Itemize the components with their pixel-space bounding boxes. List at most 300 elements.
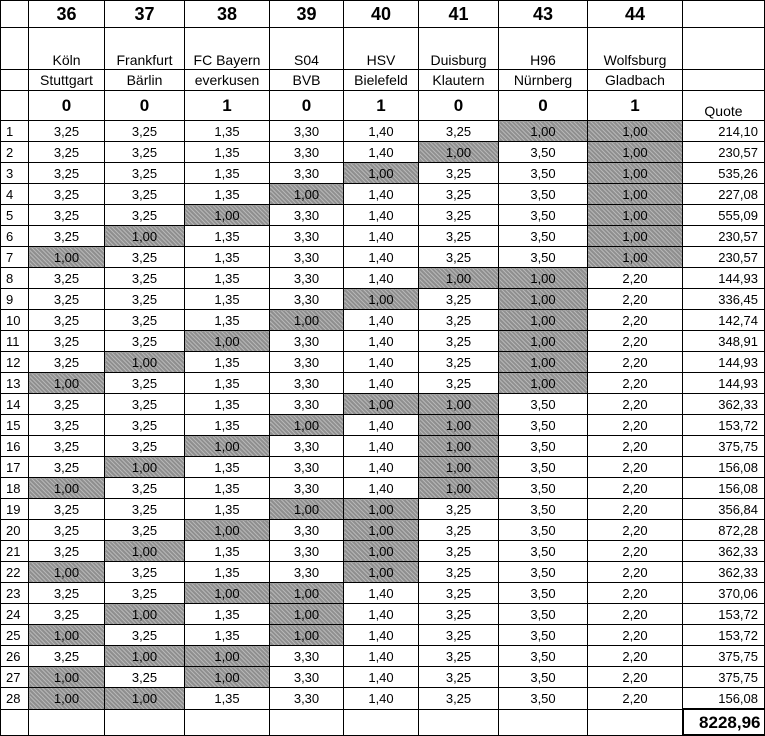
odds-cell[interactable]: 1,40 — [344, 121, 419, 142]
odds-cell[interactable]: 2,20 — [588, 604, 683, 625]
quote-cell[interactable]: 153,72 — [683, 625, 765, 646]
odds-cell[interactable]: 2,20 — [588, 415, 683, 436]
odds-cell[interactable]: 1,35 — [185, 415, 270, 436]
odds-cell[interactable]: 3,50 — [499, 394, 588, 415]
odds-cell[interactable]: 3,50 — [499, 163, 588, 184]
odds-cell[interactable]: 3,25 — [105, 205, 185, 226]
odds-cell[interactable]: 3,30 — [270, 667, 344, 688]
game-number-cell[interactable]: 38 — [185, 1, 270, 28]
away-team-cell[interactable]: Bielefeld — [344, 70, 419, 91]
odds-cell[interactable]: 3,25 — [105, 247, 185, 268]
odds-cell[interactable]: 3,25 — [419, 163, 499, 184]
odds-cell[interactable]: 3,25 — [105, 163, 185, 184]
odds-cell[interactable]: 3,25 — [105, 289, 185, 310]
odds-cell[interactable]: 2,20 — [588, 625, 683, 646]
odds-cell[interactable]: 3,50 — [499, 646, 588, 667]
odds-cell[interactable]: 1,40 — [344, 415, 419, 436]
odds-cell[interactable]: 3,25 — [29, 415, 105, 436]
odds-cell[interactable]: 1,00 — [499, 289, 588, 310]
odds-cell[interactable]: 1,00 — [105, 352, 185, 373]
row-index[interactable]: 8 — [1, 268, 29, 289]
odds-cell[interactable]: 1,00 — [185, 205, 270, 226]
odds-cell[interactable]: 1,40 — [344, 331, 419, 352]
row-index[interactable]: 27 — [1, 667, 29, 688]
row-index[interactable]: 15 — [1, 415, 29, 436]
row-index[interactable]: 9 — [1, 289, 29, 310]
odds-cell[interactable]: 1,00 — [185, 436, 270, 457]
odds-cell[interactable]: 1,00 — [270, 625, 344, 646]
odds-cell[interactable]: 2,20 — [588, 394, 683, 415]
home-team-cell[interactable]: Frankfurt — [105, 28, 185, 70]
odds-cell[interactable]: 3,50 — [499, 583, 588, 604]
odds-cell[interactable]: 2,20 — [588, 667, 683, 688]
odds-cell[interactable]: 3,25 — [29, 541, 105, 562]
odds-cell[interactable]: 2,20 — [588, 268, 683, 289]
odds-cell[interactable]: 1,00 — [185, 520, 270, 541]
odds-cell[interactable]: 3,30 — [270, 289, 344, 310]
total-blank-cell[interactable] — [105, 709, 185, 735]
row-index[interactable]: 13 — [1, 373, 29, 394]
odds-cell[interactable]: 1,35 — [185, 541, 270, 562]
odds-cell[interactable]: 1,00 — [270, 310, 344, 331]
odds-cell[interactable]: 3,50 — [499, 499, 588, 520]
odds-cell[interactable]: 1,00 — [29, 688, 105, 710]
odds-cell[interactable]: 1,35 — [185, 457, 270, 478]
odds-cell[interactable]: 1,40 — [344, 583, 419, 604]
odds-cell[interactable]: 3,30 — [270, 562, 344, 583]
odds-cell[interactable]: 1,40 — [344, 667, 419, 688]
row-index[interactable]: 6 — [1, 226, 29, 247]
odds-cell[interactable]: 1,00 — [588, 142, 683, 163]
odds-cell[interactable]: 1,00 — [29, 562, 105, 583]
quote-cell[interactable]: 142,74 — [683, 310, 765, 331]
odds-cell[interactable]: 3,50 — [499, 541, 588, 562]
odds-cell[interactable]: 1,40 — [344, 625, 419, 646]
odds-cell[interactable]: 1,00 — [270, 415, 344, 436]
quote-cell[interactable]: 156,08 — [683, 478, 765, 499]
game-number-cell[interactable]: 36 — [29, 1, 105, 28]
odds-cell[interactable]: 3,50 — [499, 184, 588, 205]
game-number-cell[interactable]: 37 — [105, 1, 185, 28]
odds-cell[interactable]: 1,00 — [499, 268, 588, 289]
quote-cell[interactable]: 230,57 — [683, 142, 765, 163]
quote-header-blank[interactable] — [683, 28, 765, 70]
odds-cell[interactable]: 1,00 — [29, 247, 105, 268]
quote-cell[interactable]: 227,08 — [683, 184, 765, 205]
quote-cell[interactable]: 230,57 — [683, 226, 765, 247]
odds-cell[interactable]: 1,00 — [105, 226, 185, 247]
result-cell[interactable]: 1 — [588, 91, 683, 121]
total-blank-cell[interactable] — [185, 709, 270, 735]
odds-cell[interactable]: 2,20 — [588, 646, 683, 667]
odds-cell[interactable]: 3,30 — [270, 205, 344, 226]
odds-cell[interactable]: 1,40 — [344, 604, 419, 625]
odds-cell[interactable]: 3,25 — [29, 268, 105, 289]
odds-cell[interactable]: 3,25 — [105, 142, 185, 163]
odds-cell[interactable]: 3,25 — [419, 604, 499, 625]
odds-cell[interactable]: 2,20 — [588, 520, 683, 541]
home-team-cell[interactable]: HSV — [344, 28, 419, 70]
row-index[interactable]: 4 — [1, 184, 29, 205]
odds-cell[interactable]: 2,20 — [588, 436, 683, 457]
odds-cell[interactable]: 1,00 — [419, 457, 499, 478]
quote-cell[interactable]: 375,75 — [683, 436, 765, 457]
odds-cell[interactable]: 3,25 — [105, 268, 185, 289]
odds-cell[interactable]: 1,00 — [185, 583, 270, 604]
result-cell[interactable]: 0 — [29, 91, 105, 121]
odds-cell[interactable]: 1,40 — [344, 478, 419, 499]
odds-cell[interactable]: 3,25 — [105, 583, 185, 604]
odds-cell[interactable]: 1,35 — [185, 121, 270, 142]
odds-cell[interactable]: 1,00 — [344, 394, 419, 415]
odds-cell[interactable]: 3,25 — [419, 688, 499, 710]
home-team-cell[interactable]: Wolfsburg — [588, 28, 683, 70]
away-team-cell[interactable]: Nürnberg — [499, 70, 588, 91]
away-team-cell[interactable]: Klautern — [419, 70, 499, 91]
odds-cell[interactable]: 2,20 — [588, 478, 683, 499]
game-number-cell[interactable]: 39 — [270, 1, 344, 28]
odds-cell[interactable]: 2,20 — [588, 583, 683, 604]
odds-cell[interactable]: 3,50 — [499, 604, 588, 625]
total-blank-cell[interactable] — [1, 709, 29, 735]
quote-cell[interactable]: 535,26 — [683, 163, 765, 184]
odds-cell[interactable]: 1,00 — [344, 163, 419, 184]
odds-cell[interactable]: 2,20 — [588, 352, 683, 373]
quote-header[interactable]: Quote — [683, 91, 765, 121]
odds-cell[interactable]: 3,25 — [29, 436, 105, 457]
odds-cell[interactable]: 3,25 — [29, 646, 105, 667]
odds-cell[interactable]: 3,25 — [419, 289, 499, 310]
row-index[interactable]: 10 — [1, 310, 29, 331]
odds-cell[interactable]: 3,25 — [29, 457, 105, 478]
odds-cell[interactable]: 3,25 — [29, 520, 105, 541]
odds-cell[interactable]: 1,00 — [499, 310, 588, 331]
quote-cell[interactable]: 362,33 — [683, 562, 765, 583]
quote-cell[interactable]: 153,72 — [683, 604, 765, 625]
odds-cell[interactable]: 3,30 — [270, 352, 344, 373]
row-index[interactable]: 22 — [1, 562, 29, 583]
row-index[interactable]: 21 — [1, 541, 29, 562]
row-index[interactable]: 1 — [1, 121, 29, 142]
odds-cell[interactable]: 2,20 — [588, 373, 683, 394]
quote-cell[interactable]: 144,93 — [683, 268, 765, 289]
row-index[interactable]: 28 — [1, 688, 29, 710]
row-index[interactable]: 3 — [1, 163, 29, 184]
total-blank-cell[interactable] — [29, 709, 105, 735]
quote-cell[interactable]: 872,28 — [683, 520, 765, 541]
away-team-cell[interactable]: Stuttgart — [29, 70, 105, 91]
odds-cell[interactable]: 3,25 — [419, 520, 499, 541]
corner-cell[interactable] — [1, 1, 29, 28]
odds-cell[interactable]: 1,00 — [419, 436, 499, 457]
odds-cell[interactable]: 1,00 — [185, 331, 270, 352]
odds-cell[interactable]: 3,50 — [499, 247, 588, 268]
odds-cell[interactable]: 3,50 — [499, 226, 588, 247]
odds-cell[interactable]: 1,35 — [185, 289, 270, 310]
odds-cell[interactable]: 1,00 — [588, 226, 683, 247]
odds-cell[interactable]: 1,00 — [419, 415, 499, 436]
away-team-cell[interactable]: BVB — [270, 70, 344, 91]
odds-cell[interactable]: 1,40 — [344, 226, 419, 247]
odds-cell[interactable]: 3,25 — [419, 310, 499, 331]
odds-cell[interactable]: 1,40 — [344, 457, 419, 478]
odds-cell[interactable]: 3,25 — [105, 478, 185, 499]
odds-cell[interactable]: 3,25 — [29, 394, 105, 415]
home-team-cell[interactable]: H96 — [499, 28, 588, 70]
odds-cell[interactable]: 1,00 — [105, 688, 185, 710]
odds-cell[interactable]: 3,25 — [105, 562, 185, 583]
odds-cell[interactable]: 3,30 — [270, 436, 344, 457]
odds-cell[interactable]: 1,00 — [588, 184, 683, 205]
odds-cell[interactable]: 3,50 — [499, 457, 588, 478]
odds-cell[interactable]: 2,20 — [588, 499, 683, 520]
odds-cell[interactable]: 3,25 — [419, 205, 499, 226]
odds-cell[interactable]: 1,00 — [344, 562, 419, 583]
odds-cell[interactable]: 3,25 — [105, 667, 185, 688]
odds-cell[interactable]: 1,00 — [105, 541, 185, 562]
odds-cell[interactable]: 1,35 — [185, 562, 270, 583]
odds-cell[interactable]: 1,40 — [344, 247, 419, 268]
odds-cell[interactable]: 1,00 — [344, 499, 419, 520]
odds-cell[interactable]: 3,25 — [419, 184, 499, 205]
odds-cell[interactable]: 3,50 — [499, 436, 588, 457]
odds-cell[interactable]: 3,30 — [270, 688, 344, 710]
odds-cell[interactable]: 3,50 — [499, 415, 588, 436]
odds-cell[interactable]: 3,30 — [270, 394, 344, 415]
odds-cell[interactable]: 2,20 — [588, 289, 683, 310]
odds-cell[interactable]: 3,25 — [29, 142, 105, 163]
row-index[interactable]: 17 — [1, 457, 29, 478]
odds-cell[interactable]: 1,00 — [105, 646, 185, 667]
odds-cell[interactable]: 3,50 — [499, 625, 588, 646]
odds-cell[interactable]: 3,30 — [270, 331, 344, 352]
total-blank-cell[interactable] — [499, 709, 588, 735]
quote-cell[interactable]: 214,10 — [683, 121, 765, 142]
odds-cell[interactable]: 3,25 — [29, 184, 105, 205]
row-index[interactable]: 25 — [1, 625, 29, 646]
odds-cell[interactable]: 2,20 — [588, 688, 683, 710]
quote-cell[interactable]: 356,84 — [683, 499, 765, 520]
odds-cell[interactable]: 1,35 — [185, 163, 270, 184]
odds-cell[interactable]: 1,35 — [185, 247, 270, 268]
odds-cell[interactable]: 3,25 — [419, 499, 499, 520]
odds-cell[interactable]: 1,00 — [419, 394, 499, 415]
odds-cell[interactable]: 1,35 — [185, 142, 270, 163]
odds-cell[interactable]: 3,30 — [270, 457, 344, 478]
odds-cell[interactable]: 1,35 — [185, 373, 270, 394]
odds-cell[interactable]: 1,35 — [185, 604, 270, 625]
odds-cell[interactable]: 1,40 — [344, 436, 419, 457]
row-index[interactable]: 12 — [1, 352, 29, 373]
odds-cell[interactable]: 1,40 — [344, 205, 419, 226]
odds-cell[interactable]: 3,50 — [499, 562, 588, 583]
odds-cell[interactable]: 1,00 — [29, 373, 105, 394]
quote-header-blank[interactable] — [683, 1, 765, 28]
corner-cell[interactable] — [1, 91, 29, 121]
odds-cell[interactable]: 1,00 — [499, 373, 588, 394]
odds-cell[interactable]: 2,20 — [588, 562, 683, 583]
odds-cell[interactable]: 3,25 — [105, 331, 185, 352]
odds-cell[interactable]: 3,30 — [270, 478, 344, 499]
odds-cell[interactable]: 3,25 — [29, 604, 105, 625]
odds-cell[interactable]: 3,25 — [419, 352, 499, 373]
result-cell[interactable]: 1 — [344, 91, 419, 121]
odds-cell[interactable]: 1,00 — [499, 121, 588, 142]
odds-cell[interactable]: 1,35 — [185, 478, 270, 499]
quote-cell[interactable]: 375,75 — [683, 667, 765, 688]
odds-cell[interactable]: 3,30 — [270, 121, 344, 142]
odds-cell[interactable]: 3,25 — [29, 226, 105, 247]
game-number-cell[interactable]: 41 — [419, 1, 499, 28]
odds-cell[interactable]: 3,25 — [419, 331, 499, 352]
odds-cell[interactable]: 1,00 — [270, 604, 344, 625]
odds-cell[interactable]: 3,30 — [270, 268, 344, 289]
away-team-cell[interactable]: everkusen — [185, 70, 270, 91]
odds-cell[interactable]: 3,50 — [499, 520, 588, 541]
odds-cell[interactable]: 3,25 — [419, 541, 499, 562]
odds-cell[interactable]: 3,25 — [105, 394, 185, 415]
quote-cell[interactable]: 370,06 — [683, 583, 765, 604]
odds-cell[interactable]: 1,35 — [185, 688, 270, 710]
away-team-cell[interactable]: Bärlin — [105, 70, 185, 91]
row-index[interactable]: 20 — [1, 520, 29, 541]
odds-cell[interactable]: 1,40 — [344, 184, 419, 205]
result-cell[interactable]: 0 — [270, 91, 344, 121]
odds-cell[interactable]: 1,00 — [499, 352, 588, 373]
quote-cell[interactable]: 156,08 — [683, 457, 765, 478]
odds-cell[interactable]: 1,00 — [344, 289, 419, 310]
odds-cell[interactable]: 1,40 — [344, 688, 419, 710]
odds-cell[interactable]: 3,50 — [499, 688, 588, 710]
odds-cell[interactable]: 1,00 — [419, 478, 499, 499]
quote-cell[interactable]: 362,33 — [683, 541, 765, 562]
odds-cell[interactable]: 3,25 — [29, 163, 105, 184]
quote-cell[interactable]: 230,57 — [683, 247, 765, 268]
odds-cell[interactable]: 1,00 — [344, 541, 419, 562]
odds-cell[interactable]: 3,25 — [105, 415, 185, 436]
row-index[interactable]: 18 — [1, 478, 29, 499]
home-team-cell[interactable]: S04 — [270, 28, 344, 70]
odds-cell[interactable]: 3,25 — [29, 352, 105, 373]
odds-cell[interactable]: 3,30 — [270, 142, 344, 163]
odds-cell[interactable]: 3,25 — [419, 625, 499, 646]
quote-cell[interactable]: 555,09 — [683, 205, 765, 226]
row-index[interactable]: 19 — [1, 499, 29, 520]
odds-cell[interactable]: 1,00 — [588, 205, 683, 226]
quote-cell[interactable]: 144,93 — [683, 352, 765, 373]
odds-cell[interactable]: 1,00 — [105, 604, 185, 625]
odds-cell[interactable]: 3,25 — [105, 520, 185, 541]
row-index[interactable]: 14 — [1, 394, 29, 415]
odds-cell[interactable]: 1,00 — [344, 520, 419, 541]
odds-cell[interactable]: 1,00 — [270, 583, 344, 604]
odds-cell[interactable]: 1,35 — [185, 499, 270, 520]
away-team-cell[interactable]: Gladbach — [588, 70, 683, 91]
odds-cell[interactable]: 3,25 — [105, 121, 185, 142]
row-index[interactable]: 24 — [1, 604, 29, 625]
odds-cell[interactable]: 3,25 — [419, 373, 499, 394]
odds-cell[interactable]: 3,25 — [105, 625, 185, 646]
odds-cell[interactable]: 1,35 — [185, 184, 270, 205]
odds-cell[interactable]: 1,00 — [499, 331, 588, 352]
quote-cell[interactable]: 153,72 — [683, 415, 765, 436]
row-index[interactable]: 16 — [1, 436, 29, 457]
odds-cell[interactable]: 1,00 — [419, 142, 499, 163]
odds-cell[interactable]: 1,35 — [185, 226, 270, 247]
odds-cell[interactable]: 1,00 — [29, 667, 105, 688]
home-team-cell[interactable]: Duisburg — [419, 28, 499, 70]
odds-cell[interactable]: 3,25 — [29, 310, 105, 331]
odds-cell[interactable]: 3,30 — [270, 226, 344, 247]
result-cell[interactable]: 0 — [105, 91, 185, 121]
row-index[interactable]: 23 — [1, 583, 29, 604]
odds-cell[interactable]: 3,25 — [419, 667, 499, 688]
odds-cell[interactable]: 3,50 — [499, 142, 588, 163]
odds-cell[interactable]: 1,00 — [29, 625, 105, 646]
odds-cell[interactable]: 1,40 — [344, 373, 419, 394]
odds-cell[interactable]: 3,25 — [419, 583, 499, 604]
odds-cell[interactable]: 3,25 — [419, 646, 499, 667]
odds-cell[interactable]: 1,00 — [185, 646, 270, 667]
odds-cell[interactable]: 3,30 — [270, 646, 344, 667]
odds-cell[interactable]: 3,30 — [270, 163, 344, 184]
odds-cell[interactable]: 2,20 — [588, 457, 683, 478]
odds-cell[interactable]: 1,40 — [344, 646, 419, 667]
total-blank-cell[interactable] — [270, 709, 344, 735]
odds-cell[interactable]: 2,20 — [588, 331, 683, 352]
corner-cell[interactable] — [1, 70, 29, 91]
odds-cell[interactable]: 1,35 — [185, 352, 270, 373]
odds-cell[interactable]: 3,25 — [29, 289, 105, 310]
odds-cell[interactable]: 1,00 — [270, 499, 344, 520]
odds-cell[interactable]: 3,50 — [499, 478, 588, 499]
odds-cell[interactable]: 1,40 — [344, 268, 419, 289]
odds-cell[interactable]: 1,00 — [588, 163, 683, 184]
total-blank-cell[interactable] — [344, 709, 419, 735]
odds-cell[interactable]: 1,35 — [185, 394, 270, 415]
home-team-cell[interactable]: FC Bayern — [185, 28, 270, 70]
odds-cell[interactable]: 3,50 — [499, 667, 588, 688]
odds-cell[interactable]: 1,00 — [588, 121, 683, 142]
odds-cell[interactable]: 3,50 — [499, 205, 588, 226]
odds-cell[interactable]: 1,40 — [344, 352, 419, 373]
odds-cell[interactable]: 3,25 — [419, 226, 499, 247]
odds-cell[interactable]: 3,25 — [29, 499, 105, 520]
row-index[interactable]: 26 — [1, 646, 29, 667]
row-index[interactable]: 11 — [1, 331, 29, 352]
odds-cell[interactable]: 3,25 — [419, 562, 499, 583]
total-blank-cell[interactable] — [419, 709, 499, 735]
odds-cell[interactable]: 1,00 — [185, 667, 270, 688]
quote-header-blank[interactable] — [683, 70, 765, 91]
odds-cell[interactable]: 3,25 — [29, 331, 105, 352]
odds-cell[interactable]: 3,25 — [105, 499, 185, 520]
odds-cell[interactable]: 3,30 — [270, 247, 344, 268]
game-number-cell[interactable]: 44 — [588, 1, 683, 28]
quote-cell[interactable]: 156,08 — [683, 688, 765, 710]
quote-cell[interactable]: 375,75 — [683, 646, 765, 667]
result-cell[interactable]: 0 — [419, 91, 499, 121]
odds-cell[interactable]: 2,20 — [588, 310, 683, 331]
odds-cell[interactable]: 1,00 — [419, 268, 499, 289]
odds-cell[interactable]: 1,00 — [29, 478, 105, 499]
odds-cell[interactable]: 3,30 — [270, 373, 344, 394]
quote-cell[interactable]: 362,33 — [683, 394, 765, 415]
total-quote-cell[interactable]: 8228,96 — [683, 709, 765, 735]
home-team-cell[interactable]: Köln — [29, 28, 105, 70]
odds-cell[interactable]: 1,00 — [588, 247, 683, 268]
odds-cell[interactable]: 3,25 — [29, 205, 105, 226]
